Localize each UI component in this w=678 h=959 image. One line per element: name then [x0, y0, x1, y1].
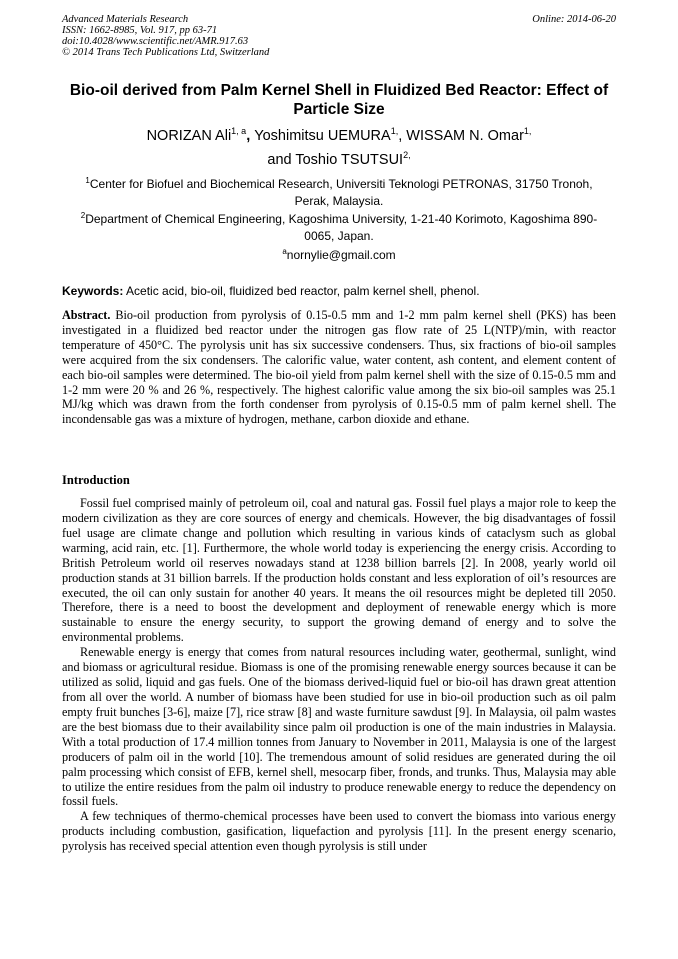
affiliation-text: Center for Biofuel and Biochemical Research, Universiti Teknologi PETRONAS, 31750 Tronoh, Perak, Malaysia. [89, 177, 593, 208]
keywords [62, 283, 616, 299]
introduction-heading: Introduction [62, 473, 130, 487]
copyright-line: © 2014 Trans Tech Publications Ltd, Switzerland [62, 47, 270, 58]
keywords-label: Keywords: [62, 284, 124, 298]
author-superscript: 1, [390, 126, 399, 136]
affiliation-marker: 1 [85, 176, 90, 185]
corresponding-email [70, 247, 608, 264]
author-name: and Toshio TSUTSUI [267, 152, 404, 168]
author-superscript: 1, a [231, 126, 247, 136]
paragraph: A few techniques of thermo-chemical processes have been used to convert the biomass into various energy products including combustion, gasification, liquefaction and pyrolysis [11]. In the present energy scenario, pyrolysis has received special attention even though pyrolysis is still under [62, 809, 616, 854]
paragraph: Fossil fuel comprised mainly of petroleum oil, coal and natural gas. Fossil fuel plays a major role to keep the modern civilization as they are core sources of energy and chemicals. However, the big disadvantages of fossil fuel usage are climate change and pollution which resulting in various kinds of cataclysm such as global warming, acid rain, etc. [1]. Furthermore, the whole world today is experiencing the energy crisis. According to British Petroleum world oil reserves nowadays stand at 1238 billion barrels [2]. In 2008, yearly world oil production stands at 31 billion barrels. If the production holds constant and less exploration of oil’s resources are executed, the oil can only sustain for another 40 years. It means the oil resources might be depleted till 2050. Therefore, there is a need to boost the development and deployment of renewable energy which is more sustainable to ensure the energy security, to support the growing demand of energy and to solve the environmental problems. [62, 496, 616, 645]
affiliation-text: Department of Chemical Engineering, Kagoshima University, 1-21-40 Korimoto, Kagoshima 890-0065, Japan. [85, 212, 598, 243]
paper-title: Bio-oil derived from Palm Kernel Shell in Fluidized Bed Reactor: Effect of Particle Size [69, 82, 609, 118]
author-name: NORIZAN Ali [146, 128, 232, 144]
author-name: WISSAM N. Omar [406, 128, 524, 144]
affiliation-2 [70, 211, 608, 244]
introduction-body [62, 496, 616, 854]
affiliation-marker: 2 [80, 211, 86, 220]
email-marker: a [282, 247, 287, 256]
affiliation-1 [70, 176, 608, 209]
paragraph: Renewable energy is energy that comes from natural resources including water, geothermal, sunlight, wind and biomass or agricultural residue. Biomass is one of the promising renewable energy sources because it can be utilized as solid, liquid and gas fuels. One of the biomass derived-liquid fuel or bio-oil has drawn great attention from all over the world. A number of biomass have been studied for use in bio-oil production such as oil palm empty fruit bunches [3-6], maize [7], rice straw [8] and waste furniture sawdust [9]. In Malaysia, oil palm wastes are the best biomass due to their availability since palm oil production is one of the main industries in Malaysia. With a total production of 17.4 million tonnes from January to November in 2011, Malaysia is one of the largest producers of palm oil in the world [10]. The tremendous amount of solid residues are generated during the oil palm processing which consist of EFB, kernel shell, mesocarp fiber, fronds, and trunks. Thus, Malaysia may able to utilize the entire residues from the palm oil industry to produce renewable energy to reduce the dependency on fossil fuels. [62, 645, 616, 809]
author-name: Yoshimitsu UEMURA [254, 128, 391, 144]
author-list: NORIZAN Ali$^{1, a}$, Yoshimitsu $UEMURA^{1,}$, WISSAM N. Omar$^{1,}$ and Toshio $TSUTSUI^{2,}$ [146, 126, 532, 168]
journal-header [62, 14, 269, 58]
keywords-text: Acetic acid, bio-oil, fluidized bed reactor, palm kernel shell, phenol. [126, 284, 480, 298]
author-superscript: 2, [403, 150, 411, 160]
abstract-text: Bio-oil production from pyrolysis of 0.15-0.5 mm and 1-2 mm palm kernel shell (PKS) has been investigated in a fluidized bed reactor under the nitrogen gas flow rate of 25 L(NTP)/min, with reactor temperature of 450°C. The pyrolysis unit has six successive condensers. Thus, six fractions of bio-oil samples were acquired from the six condensers. The calorific value, water content, ash content, and element content of each bio-oil samples were determined. The bio-oil yield from palm kernel shell with the size of 0.15-0.5 mm and 1-2 mm were 20 % and 26 %, respectively. The highest calorific value among the six bio-oil samples was 25.1 MJ/kg which was drawn from the forth condenser from pyrolysis of 0.15-0.5 mm of palm kernel shell. The incondensable gas was a mixture of hydrogen, methane, carbon dioxide and ethane. [62, 308, 617, 427]
journal-name: Advanced Materials Research [62, 14, 189, 25]
online-date: Online: 2014-06-20 [532, 14, 616, 25]
issn-line: ISSN: 1662-8985, Vol. 917, pp 63-71 [62, 25, 218, 36]
email-address: nornylie@gmail.com [286, 248, 396, 262]
abstract-label: Abstract. [62, 308, 111, 322]
doi-line: doi:10.4028/www.scientific.net/AMR.917.63 [62, 36, 249, 47]
author-superscript: 1, [523, 126, 532, 136]
abstract [62, 308, 616, 427]
